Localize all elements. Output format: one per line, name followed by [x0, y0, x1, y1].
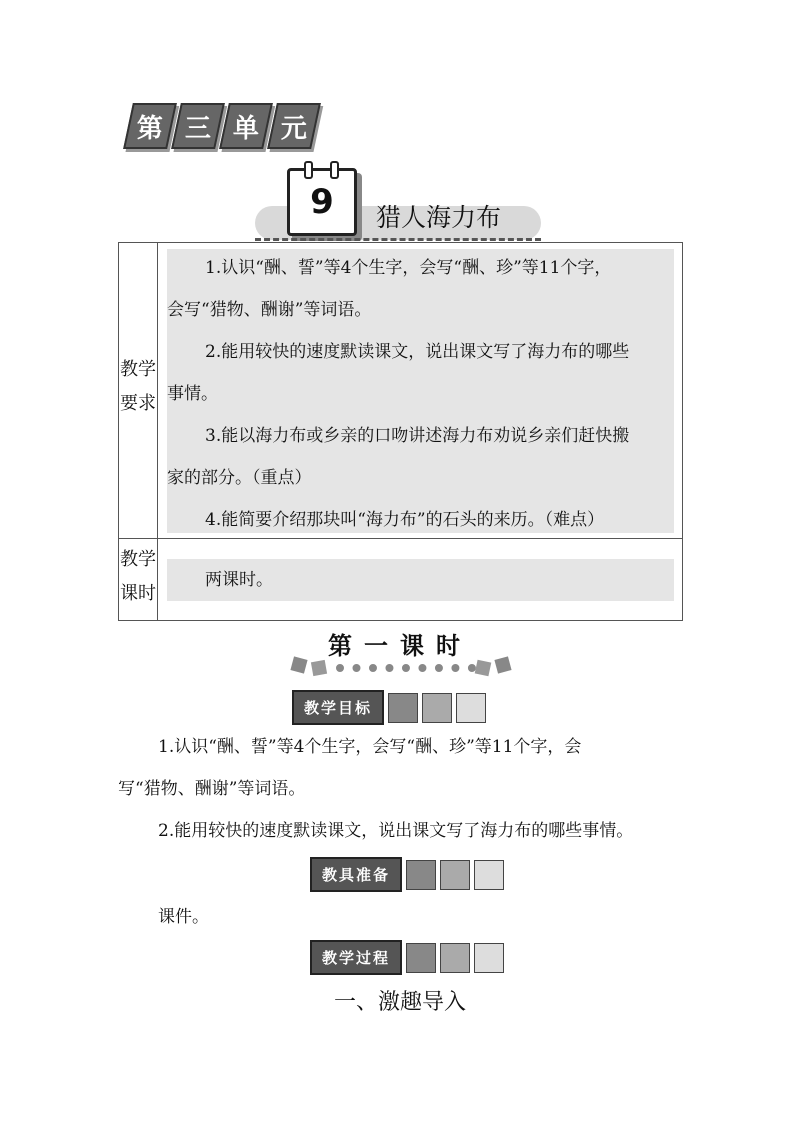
goals-heading	[292, 690, 486, 725]
decor-square	[474, 943, 504, 973]
table-divider	[157, 243, 158, 620]
unit-banner-char: 第	[123, 103, 177, 149]
decor-square	[422, 693, 452, 723]
process-label: 教学过程	[310, 940, 402, 975]
unit-banner-char: 单	[219, 103, 273, 149]
label-line: 教学	[120, 549, 156, 570]
goals-label: 教学目标	[292, 690, 384, 725]
prep-text: 课件。	[158, 907, 209, 927]
requirement-line: 1.认识“酬、誓”等4个生字，会写“酬、珍”等11个字，	[205, 258, 612, 278]
process-heading	[310, 940, 504, 975]
requirement-line: 事情。	[167, 384, 218, 404]
decor-square	[311, 660, 327, 676]
requirement-line: 家的部分。（重点）	[167, 468, 312, 488]
requirements-label	[119, 353, 157, 421]
decor-dots	[336, 664, 476, 672]
unit-banner-char: 三	[171, 103, 225, 149]
decor-square	[474, 860, 504, 890]
calendar-ring-icon	[330, 161, 339, 179]
period-title: 第一课时	[328, 632, 472, 660]
decor-square	[440, 860, 470, 890]
requirement-line: 4.能简要介绍那块叫“海力布”的石头的来历。（难点）	[205, 510, 605, 530]
lesson-number: 9	[310, 182, 334, 222]
decor-square	[406, 860, 436, 890]
label-line: 要求	[120, 393, 156, 414]
decor-square	[290, 656, 307, 673]
lesson-hours: 两课时。	[205, 570, 273, 590]
requirements-list	[167, 247, 677, 541]
requirement-line: 2.能用较快的速度默读课文，说出课文写了海力布的哪些	[205, 342, 630, 362]
label-line: 教学	[120, 359, 156, 380]
requirement-line: 3.能以海力布或乡亲的口吻讲述海力布劝说乡亲们赶快搬	[205, 426, 630, 446]
goal-line: 1.认识“酬、誓”等4个生字，会写“酬、珍”等11个字，会	[158, 737, 582, 757]
goal-line: 写“猎物、酬谢”等词语。	[118, 779, 306, 799]
title-underline	[255, 238, 541, 241]
decor-square	[406, 943, 436, 973]
goal-line: 2.能用较快的速度默读课文，说出课文写了海力布的哪些事情。	[158, 821, 634, 841]
decor-square	[388, 693, 418, 723]
teaching-requirements-table	[118, 242, 683, 621]
hours-label	[119, 543, 157, 611]
decor-square	[440, 943, 470, 973]
requirement-line: 会写“猎物、酬谢”等词语。	[167, 300, 372, 320]
decor-square	[475, 660, 492, 677]
process-step-heading: 一、激趣导入	[333, 990, 466, 1015]
calendar-ring-icon	[304, 161, 313, 179]
goals-text	[118, 735, 688, 843]
prep-label: 教具准备	[310, 857, 402, 892]
prep-heading	[310, 857, 504, 892]
label-line: 课时	[120, 583, 156, 604]
unit-banner-char: 元	[267, 103, 321, 149]
unit-banner	[128, 103, 316, 149]
lesson-number-calendar-icon	[287, 168, 357, 236]
lesson-title: 猎人海力布	[376, 203, 502, 232]
decor-square	[456, 693, 486, 723]
